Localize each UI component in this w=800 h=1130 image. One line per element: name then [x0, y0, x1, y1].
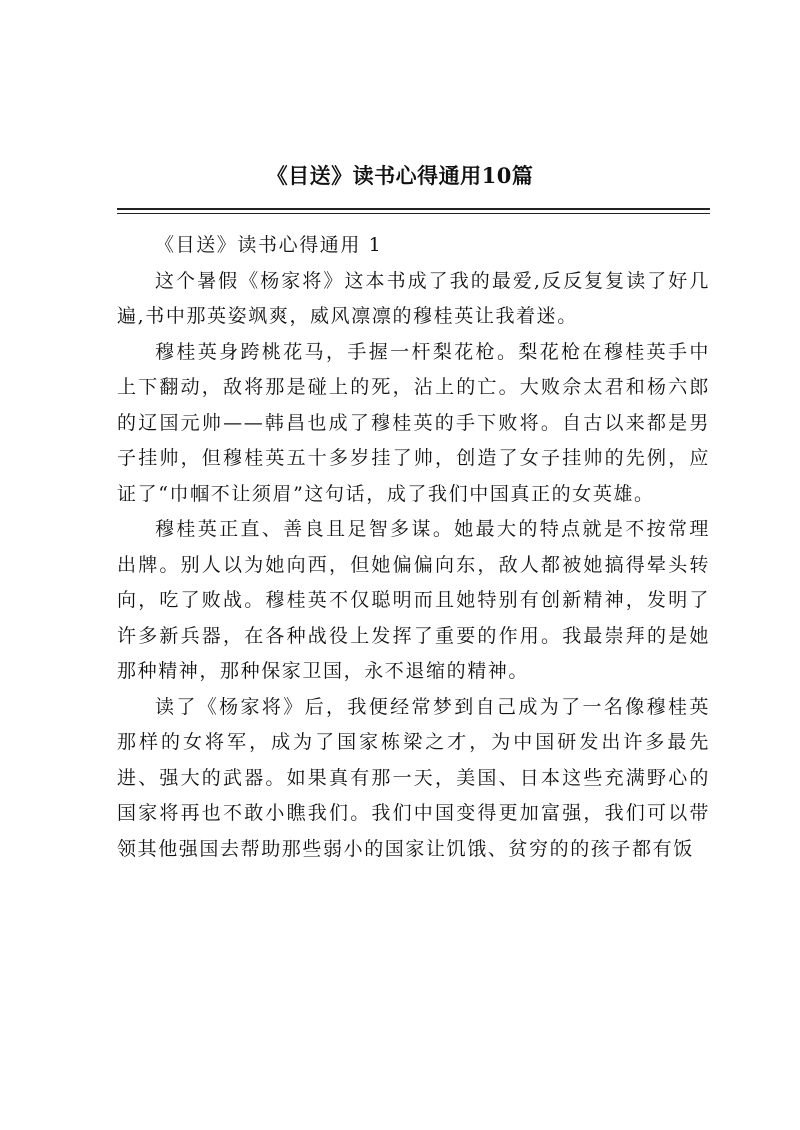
paragraph-4: 读了《杨家将》后，我便经常梦到自己成为了一名像穆桂英那样的女将军，成为了国家栋梁之才，为中国研发出许多最先进、强大的武器。如果真有那一天，美国、日本这些充满野心的国家将再也不敢小瞧我们。我们中国变得更加富强，我们可以带领其他强国去帮助那些弱小的国家让饥饿、贫穷的的孩子都有饭	[117, 695, 710, 860]
document-body	[117, 228, 710, 867]
section-heading: 《目送》读书心得通用 1	[155, 234, 383, 256]
title-divider	[117, 208, 710, 214]
paragraph-2: 穆桂英身跨桃花马，手握一杆梨花枪。梨花枪在穆桂英手中上下翻动，敌将那是碰上的死，沾上的亡。大败佘太君和杨六郎的辽国元帅——韩昌也成了穆桂英的手下败将。自古以来都是男子挂帅，但穆桂英五十多岁挂了帅，创造了女子挂帅的先例，应证了“巾帼不让须眉”这句话，成了我们中国真正的女英雄。	[117, 340, 710, 505]
paragraph-3: 穆桂英正直、善良且足智多谋。她最大的特点就是不按常理出牌。别人以为她向西，但她偏偏向东，敌人都被她搞得晕头转向，吃了败战。穆桂英不仅聪明而且她特别有创新精神，发明了许多新兵器，在各种战役上发挥了重要的作用。我最崇拜的是她那种精神，那种保家卫国，永不退缩的精神。	[117, 518, 710, 682]
document-title: 《目送》读书心得通用10篇	[266, 163, 534, 188]
paragraph-1: 这个暑假《杨家将》这本书成了我的最爱,反反复复读了好几遍,书中那英姿飒爽，威风凛凛的穆桂英让我着迷。	[117, 269, 710, 327]
